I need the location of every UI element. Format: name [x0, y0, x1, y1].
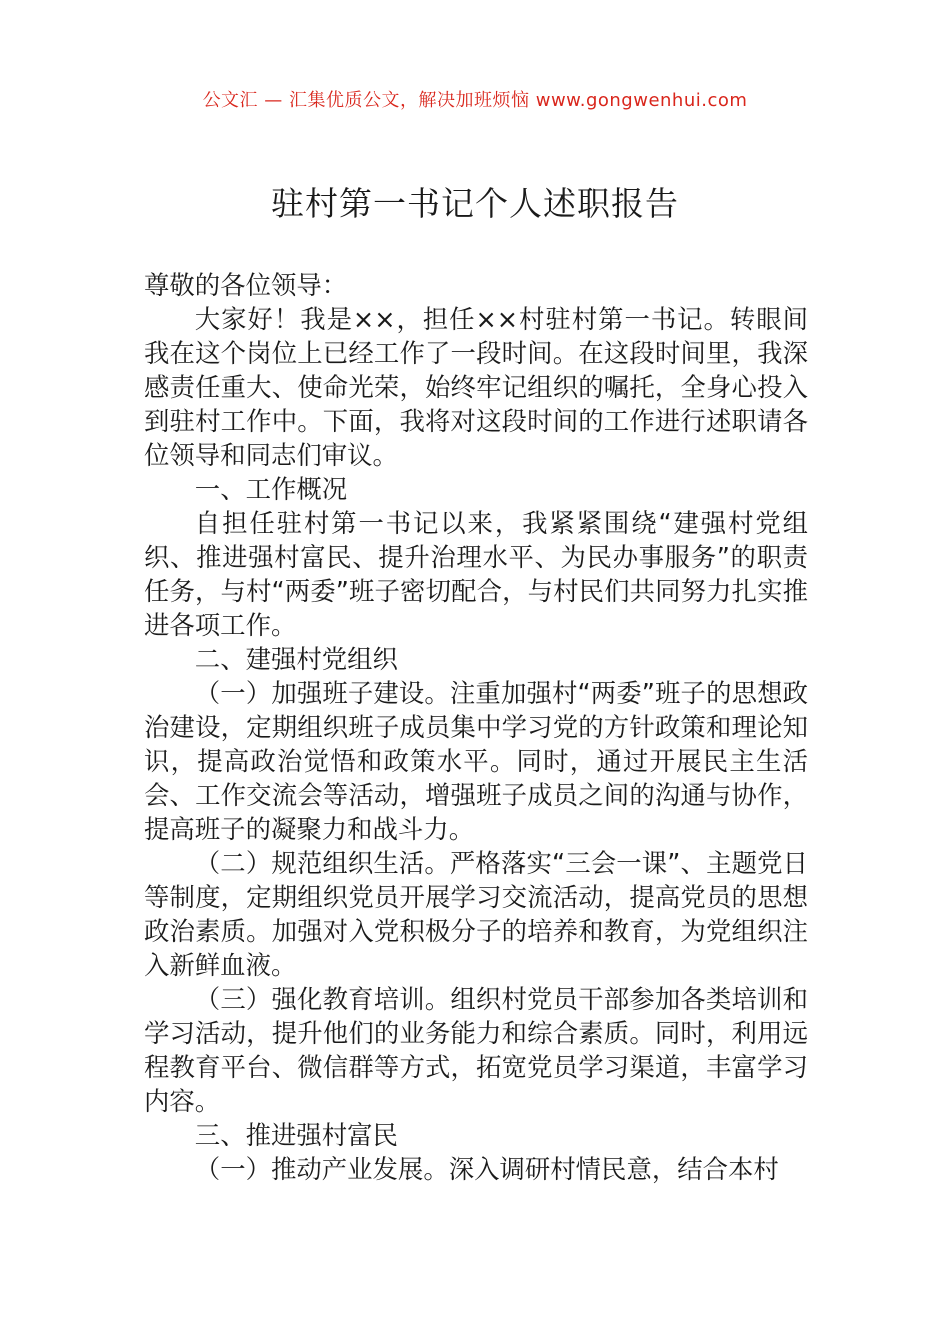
paragraph-overview: 自担任驻村第一书记以来，我紧紧围绕“建强村党组织、推进强村富民、提升治理水平、为民办事服务”的职责任务，与村“两委”班子密切配合，与村民们共同努力扎实推进各项工作。	[144, 508, 808, 640]
document-body	[144, 268, 808, 1186]
paragraph-organization-life: （二）规范组织生活。严格落实“三会一课”、主题党日等制度，定期组织党员开展学习交流活动，提高党员的思想政治素质。加强对入党积极分子的培养和教育，为党组织注入新鲜血液。	[144, 848, 808, 980]
paragraph-intro: 大家好！我是××，担任××村驻村第一书记。转眼间我在这个岗位上已经工作了一段时间。在这段时间里，我深感责任重大、使命光荣，始终牢记组织的嘱托，全身心投入到驻村工作中。下面，我将对这段时间的工作进行述职请各位领导和同志们审议。	[144, 304, 808, 470]
section-heading-2: 二、建强村党组织	[194, 644, 398, 674]
paragraph-team-building: （一）加强班子建设。注重加强村“两委”班子的思想政治建设，定期组织班子成员集中学习党的方针政策和理论知识，提高政治觉悟和政策水平。同时，通过开展民主生活会、工作交流会等活动，增强班子成员之间的沟通与协作，提高班子的凝聚力和战斗力。	[144, 678, 808, 844]
site-banner: 公文汇 — 汇集优质公文，解决加班烦恼 www.gongwenhui.com	[202, 90, 748, 111]
salutation: 尊敬的各位领导：	[144, 270, 348, 300]
section-heading-3: 三、推进强村富民	[194, 1120, 398, 1150]
paragraph-industry: （一）推动产业发展。深入调研村情民意，结合本村	[194, 1154, 779, 1184]
paragraph-training: （三）强化教育培训。组织村党员干部参加各类培训和学习活动，提升他们的业务能力和综合素质。同时，利用远程教育平台、微信群等方式，拓宽党员学习渠道，丰富学习内容。	[144, 984, 808, 1116]
section-heading-1: 一、工作概况	[194, 474, 348, 504]
page-title: 驻村第一书记个人述职报告	[271, 184, 679, 223]
